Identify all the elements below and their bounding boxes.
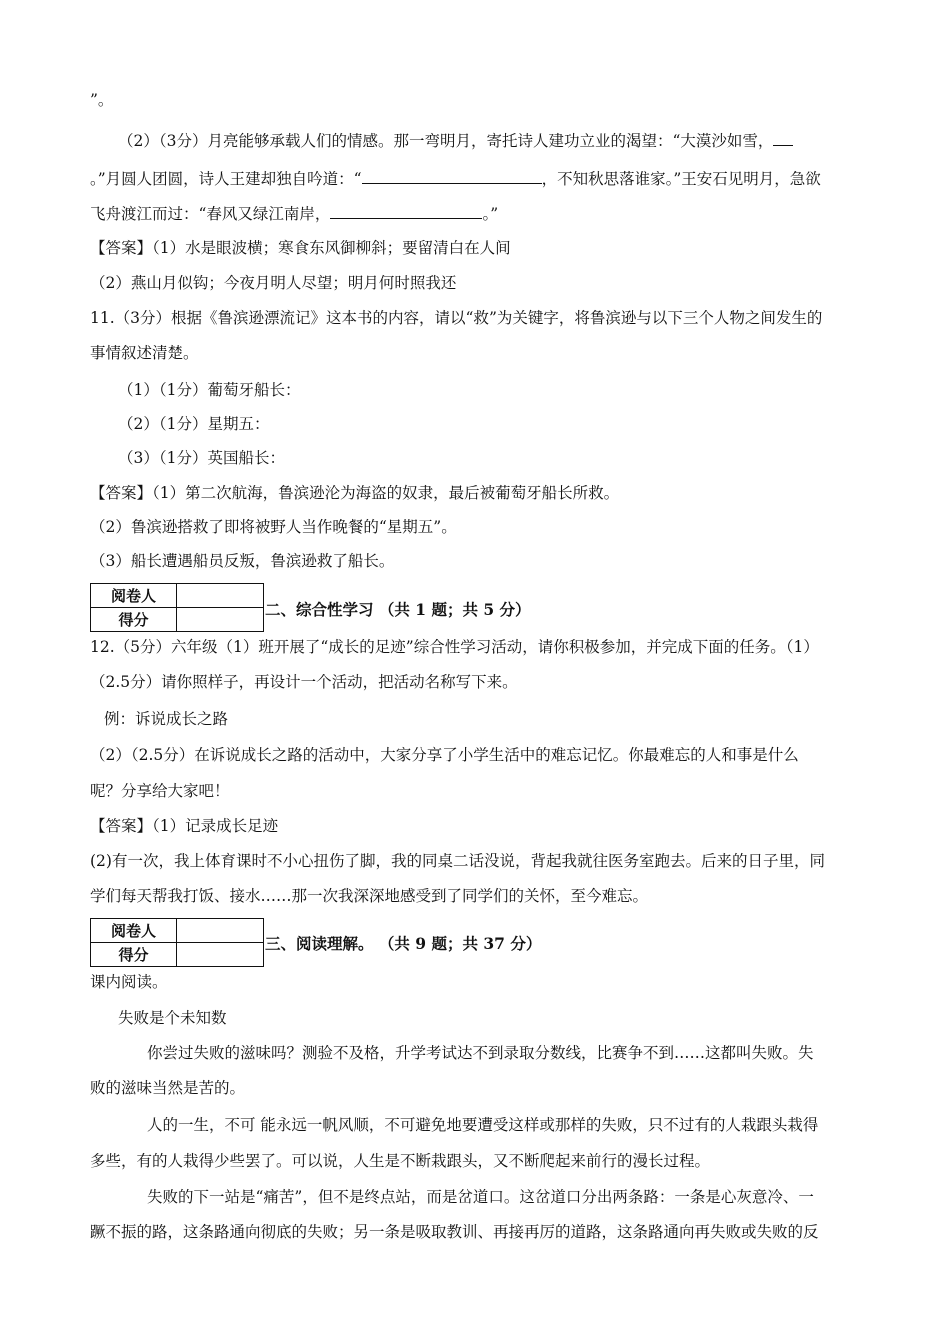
text-line: 事情叙述清楚。 — [90, 344, 199, 362]
text-line: 呢？分享给大家吧！ — [90, 782, 230, 800]
sub-question: （3）（1分）英国船长： — [118, 449, 285, 467]
reviewer-label: 阅卷人 — [91, 584, 177, 608]
text-line: 飞舟渡江而过：“春风又绿江南岸， 。” — [90, 205, 499, 223]
score-field[interactable] — [177, 608, 264, 632]
score-field[interactable] — [177, 943, 264, 967]
section-heading: 三、阅读理解。 （共 9 题；共 37 分） — [265, 934, 542, 953]
passage-line: 失败的下一站是“痛苦”，但不是终点站，而是岔道口。这岔道口分出两条路：一条是心灰意冷、一 — [147, 1188, 814, 1206]
question-12-2: （2）（2.5分）在诉说成长之路的活动中，大家分享了小学生活中的难忘记忆。你最难忘的人和事是什么 — [90, 746, 799, 764]
question-10-2: （2）（3分）月亮能够承载人们的情感。那一弯明月，寄托诗人建功立业的渴望：“大漠沙如雪， — [118, 130, 793, 151]
reviewer-field[interactable] — [177, 584, 264, 608]
passage-line: 多些，有的人栽得少些罢了。可以说，人生是不断栽跟头，又不断爬起来前行的漫长过程。 — [90, 1152, 711, 1170]
answer-line: （3）船长遭遇船员反叛，鲁滨逊救了船长。 — [90, 552, 395, 570]
score-label: 得分 — [91, 943, 177, 967]
section-heading: 二、综合性学习 （共 1 题；共 5 分） — [265, 600, 531, 619]
question-12: 12.（5分）六年级（1）班开展了“成长的足迹”综合性学习活动，请你积极参加，并完成下面的任务。（1） — [90, 638, 819, 656]
passage-line: 败的滋味当然是苦的。 — [90, 1079, 246, 1097]
passage-title: 失败是个未知数 — [118, 1009, 227, 1027]
text-line: 。”月圆人团圆，诗人王建却独自吟道：“ ，不知秋思落谁家。”王安石见明月，急欲 — [90, 170, 821, 188]
answer-blank[interactable] — [773, 130, 793, 146]
answer-line: 【答案】（1）记录成长足迹 — [90, 817, 279, 835]
sub-question: （2）（1分）星期五： — [118, 415, 270, 433]
answer-line: 学们每天帮我打饭、接水……那一次我深深地感受到了同学们的关怀，至今难忘。 — [90, 887, 649, 905]
answer-line: （2）燕山月似钩；今夜月明人尽望；明月何时照我还 — [90, 274, 457, 292]
answer-blank[interactable] — [362, 168, 542, 184]
question-11: 11.（3分）根据《鲁滨逊漂流记》这本书的内容，请以“救”为关键字，将鲁滨逊与以下三个人物之间发生的 — [90, 309, 823, 327]
reviewer-label: 阅卷人 — [91, 919, 177, 943]
answer-line: 【答案】（1）第二次航海，鲁滨逊沦为海盗的奴隶，最后被葡萄牙船长所救。 — [90, 484, 620, 502]
answer-line: (2)有一次，我上体育课时不小心扭伤了脚，我的同桌二话没说，背起我就往医务室跑去。后来的日子里，同 — [90, 852, 825, 870]
grader-box — [90, 583, 264, 632]
passage-line: 蹶不振的路，这条路通向彻底的失败；另一条是吸取教训、再接再厉的道路，这条路通向再失败或失败的反 — [90, 1223, 819, 1241]
sub-question: （1）（1分）葡萄牙船长： — [118, 381, 301, 399]
passage-line: 你尝过失败的滋味吗？测验不及格，升学考试达不到录取分数线，比赛争不到……这都叫失败。失 — [147, 1044, 814, 1062]
score-label: 得分 — [91, 608, 177, 632]
text-line: ”。 — [90, 91, 114, 109]
reviewer-field[interactable] — [177, 919, 264, 943]
text-line: （2.5分）请你照样子，再设计一个活动，把活动名称写下来。 — [90, 673, 518, 691]
example-line: 例：诉说成长之路 — [104, 710, 229, 728]
text-line: 课内阅读。 — [90, 973, 168, 991]
grader-box — [90, 918, 264, 967]
answer-blank[interactable] — [330, 203, 482, 219]
answer-line: 【答案】（1）水是眼波横；寒食东风御柳斜；要留清白在人间 — [90, 239, 511, 257]
passage-line: 人的一生，不可 能永远一帆风顺，不可避免地要遭受这样或那样的失败，只不过有的人栽跟头栽得 — [147, 1116, 819, 1134]
answer-line: （2）鲁滨逊搭救了即将被野人当作晚餐的“星期五”。 — [90, 518, 457, 536]
